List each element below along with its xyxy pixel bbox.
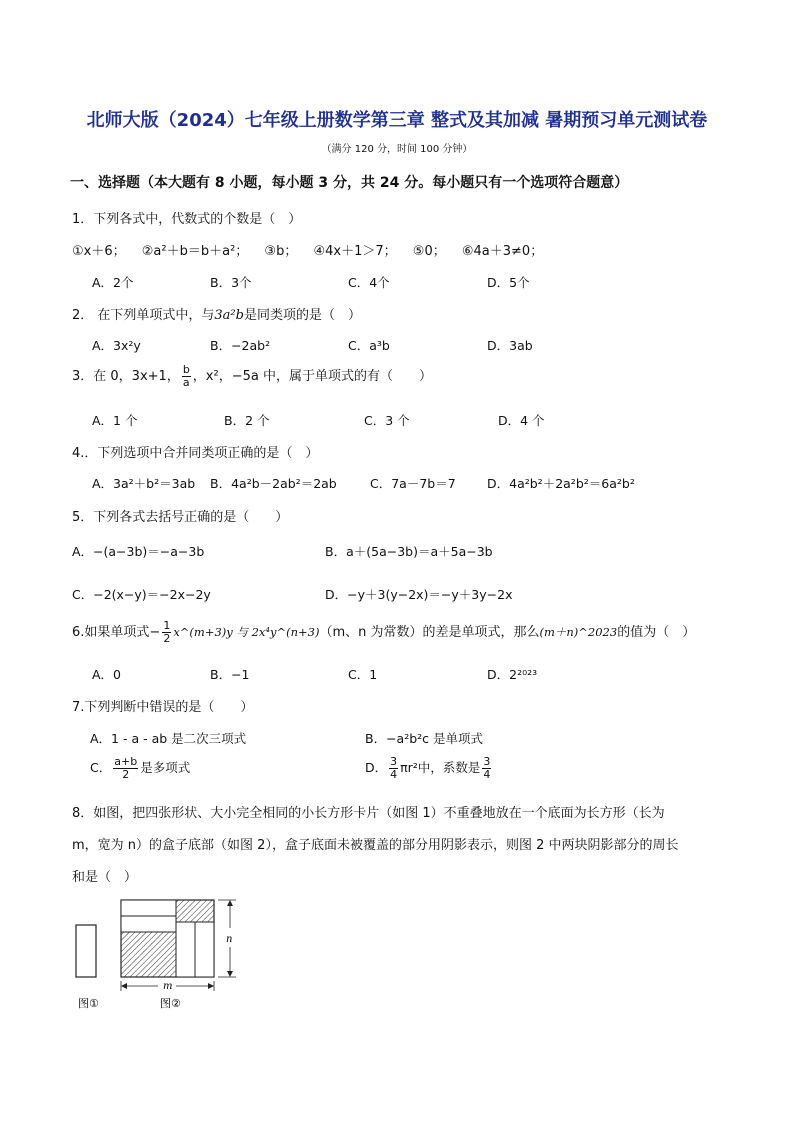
fig1-caption: 图① bbox=[78, 997, 99, 1010]
question-3-stem bbox=[72, 364, 432, 389]
section-heading: 一、选择题（本大题有 8 小题，每小题 3 分，共 24 分。每小题只有一个选项符合题意） bbox=[70, 175, 629, 191]
fig2-shaded-left bbox=[121, 932, 176, 977]
q6-option-d[interactable]: D．2²⁰²³ bbox=[487, 667, 538, 682]
q5-option-a[interactable]: A．−(a−3b)＝−a−3b bbox=[72, 544, 205, 559]
q1-item: ①x＋6； bbox=[72, 244, 126, 259]
q3-frac-den: a bbox=[182, 376, 190, 390]
page-title: 北师大版（2024）七年级上册数学第三章 整式及其加减 暑期预习单元测试卷 bbox=[86, 110, 708, 131]
q3-option-c[interactable]: C．3 个 bbox=[364, 413, 410, 428]
q1-option-a[interactable]: A．2个 bbox=[92, 275, 134, 290]
question-6-stem bbox=[72, 620, 695, 645]
q7-option-b[interactable]: B．−a²b²c 是单项式 bbox=[365, 731, 484, 746]
q6-stem-text-2: （m、n 为常数）的差是单项式，那么 bbox=[319, 625, 540, 641]
q3-stem-text: 3．在 0，3x+1， bbox=[72, 369, 180, 385]
q6-stem-text: 6.如果单项式 bbox=[72, 625, 150, 641]
q8-figures bbox=[70, 895, 250, 1020]
q7-option-d[interactable] bbox=[365, 756, 493, 781]
question-1-items bbox=[72, 240, 543, 259]
page-subtitle: （满分 120 分，时间 100 分钟） bbox=[321, 144, 473, 155]
q1-item: ⑤0； bbox=[412, 244, 446, 259]
q7-c-label: C． bbox=[90, 760, 112, 776]
q6-expr: x^(m+3)y 与 2x⁴y^(n+3) bbox=[173, 625, 320, 640]
q7-d-text: πr²中，系数是 bbox=[400, 760, 481, 776]
fig2-label-m: m bbox=[163, 981, 173, 992]
question-5-stem: 5．下列各式去括号正确的是（ ） bbox=[72, 510, 289, 525]
q6-frac-num: 1 bbox=[163, 619, 171, 632]
q6-expr-2: (m＋n)^2023 bbox=[539, 625, 618, 640]
question-8-line-1: 8．如图，把四张形状、大小完全相同的小长方形卡片（如图 1）不重叠地放在一个底面为长方形（长为 bbox=[72, 806, 665, 821]
q7-option-a[interactable]: A．1 - a - ab 是二次三项式 bbox=[90, 731, 247, 746]
q3-option-b[interactable]: B．2 个 bbox=[224, 413, 270, 428]
q7-d-den: 4 bbox=[390, 768, 398, 782]
q2-option-c[interactable]: C．a³b bbox=[348, 338, 390, 353]
question-2-stem bbox=[72, 304, 361, 323]
q7-d-num: 3 bbox=[390, 755, 398, 768]
q1-item: ②a²＋b＝b＋a²； bbox=[141, 244, 249, 259]
q2-option-d[interactable]: D．3ab bbox=[487, 338, 533, 353]
q7-d-den-2: 4 bbox=[483, 768, 491, 782]
fig2-caption: 图② bbox=[160, 997, 181, 1010]
q7-c-num: a+b bbox=[114, 755, 138, 768]
q1-option-b[interactable]: B．3个 bbox=[210, 275, 252, 290]
q6-option-b[interactable]: B．−1 bbox=[210, 667, 250, 682]
q2-stem-expr: 3a²b bbox=[214, 308, 244, 323]
fig2-card bbox=[121, 900, 176, 916]
q6-minus: − bbox=[149, 625, 161, 641]
q4-option-a[interactable]: A．3a²＋b²＝3ab bbox=[92, 476, 196, 491]
q2-stem-text: 2． 在下列单项式中，与 bbox=[72, 308, 215, 323]
q3-option-a[interactable]: A．1 个 bbox=[92, 413, 138, 428]
q5-option-b[interactable]: B．a＋(5a−3b)＝a＋5a−3b bbox=[325, 544, 493, 559]
q2-stem-text-2: 是同类项的是（ ） bbox=[243, 308, 361, 323]
q4-option-c[interactable]: C．7a－7b＝7 bbox=[370, 476, 456, 491]
q6-fraction bbox=[162, 620, 171, 645]
q4-option-b[interactable]: B．4a²b－2ab²＝2ab bbox=[210, 476, 337, 491]
q3-option-d[interactable]: D．4 个 bbox=[498, 413, 545, 428]
fig2-card bbox=[195, 922, 214, 977]
question-1-stem: 1．下列各式中，代数式的个数是（ ） bbox=[72, 212, 302, 227]
fig2-card bbox=[176, 922, 195, 977]
q5-option-c[interactable]: C．−2(x−y)＝−2x−2y bbox=[72, 587, 211, 602]
q2-option-a[interactable]: A．3x²y bbox=[92, 338, 141, 353]
fig2-label-n: n bbox=[226, 934, 233, 945]
q7-d-fraction bbox=[389, 756, 398, 781]
q4-option-d[interactable]: D．4a²b²＋2a²b²＝6a²b² bbox=[487, 476, 635, 491]
question-8-line-2: m，宽为 n）的盒子底部（如图 2），盒子底面未被覆盖的部分用阴影表示，则图 2 中两块阴影部分的周长 bbox=[72, 838, 679, 853]
q3-frac-num: b bbox=[182, 363, 190, 376]
q7-d-fraction-2 bbox=[482, 756, 491, 781]
q3-fraction bbox=[182, 364, 191, 389]
q1-item: ③b； bbox=[264, 244, 298, 259]
fig1-card bbox=[76, 925, 96, 977]
question-7-stem: 7.下列判断中错误的是（ ） bbox=[72, 700, 254, 715]
question-4-stem: 4.．下列选项中合并同类项正确的是（ ） bbox=[72, 446, 319, 461]
fig2-shaded-right bbox=[176, 900, 214, 922]
question-8-line-3: 和是（ ） bbox=[72, 870, 138, 885]
q6-stem-text-3: 的值为（ ） bbox=[617, 625, 696, 641]
q1-option-c[interactable]: C．4个 bbox=[348, 275, 390, 290]
q1-item: ⑥4a＋3≠0； bbox=[461, 244, 544, 259]
q6-option-a[interactable]: A．0 bbox=[92, 667, 122, 682]
q1-item: ④4x＋1＞7； bbox=[313, 244, 397, 259]
q7-d-num-2: 3 bbox=[483, 755, 491, 768]
q5-option-d[interactable]: D．−y＋3(y−2x)＝−y＋3y−2x bbox=[325, 587, 513, 602]
q6-option-c[interactable]: C．1 bbox=[348, 667, 378, 682]
q1-option-d[interactable]: D．5个 bbox=[487, 275, 530, 290]
q7-c-den: 2 bbox=[122, 768, 130, 782]
q7-d-label: D． bbox=[365, 760, 388, 776]
q6-frac-den: 2 bbox=[163, 632, 171, 646]
q2-option-b[interactable]: B．−2ab² bbox=[210, 338, 271, 353]
fig2-card bbox=[121, 916, 176, 932]
q7-c-fraction bbox=[113, 756, 138, 781]
q7-option-c[interactable] bbox=[90, 756, 190, 781]
q7-c-text: 是多项式 bbox=[140, 760, 191, 776]
q3-stem-text-2: ，x²，−5a 中，属于单项式的有（ ） bbox=[192, 369, 432, 385]
